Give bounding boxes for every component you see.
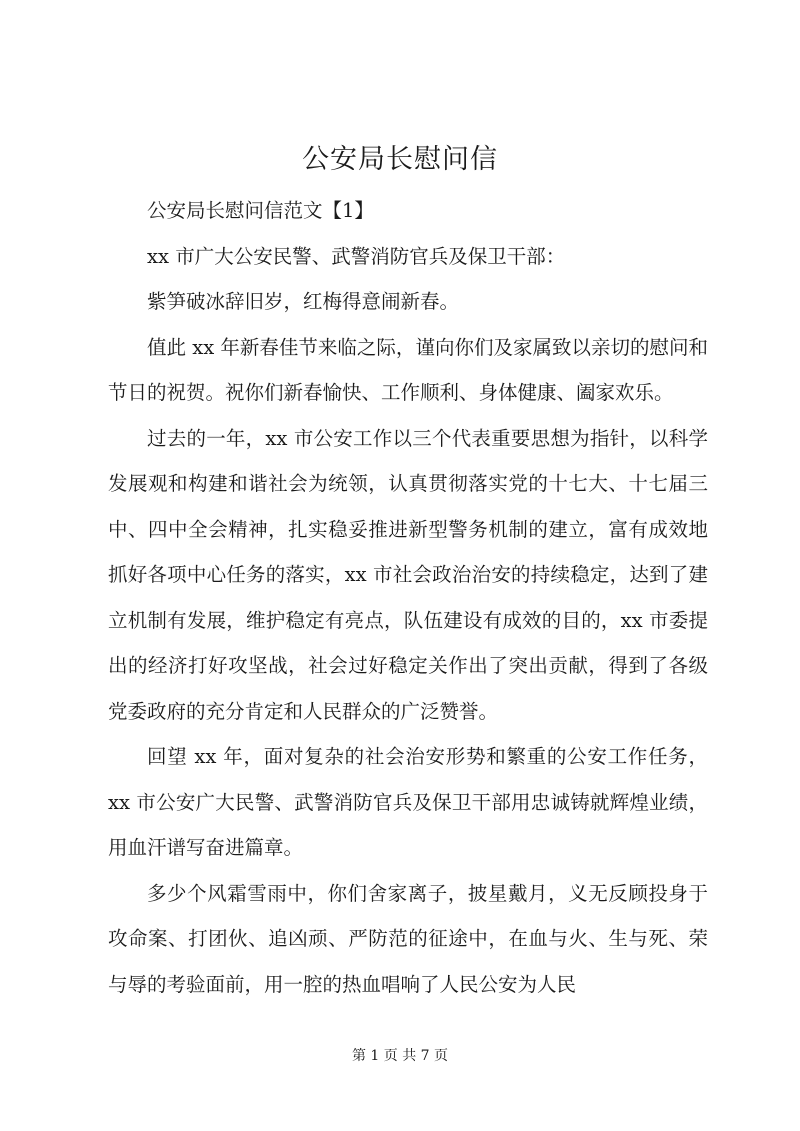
- document-title: 公安局长慰问信: [302, 144, 498, 175]
- paragraph-salutation: xx 市广大公安民警、武警消防官兵及保卫干部：: [147, 244, 566, 268]
- paragraph: 回望 xx 年，面对复杂的社会治安形势和繁重的公安工作任务，xx 市公安广大民警、武警消防官兵及保卫干部用忠诚铸就辉煌业绩，用血汗谱写奋进篇章。: [108, 745, 708, 859]
- paragraph: 过去的一年，xx 市公安工作以三个代表重要思想为指针，以科学发展观和构建和谐社会为统领，认真贯彻落实党的十七大、十七届三中、四中全会精神，扎实稳妥推进新型警务机制的建立，富有成效地抓好各项中心任务的落实，xx 市社会政治治安的持续稳定，达到了建立机制有发展，维护稳定有亮点，队伍建设有成效的目的，xx 市委提出的经济打好攻坚战，社会过好稳定关作出了突出贡献，得到了各级党委政府的充分肯定和人民群众的广泛赞誉。: [108, 426, 708, 723]
- paragraph: 紫笋破冰辞旧岁，红梅得意闹新春。: [147, 290, 460, 313]
- document-body: [108, 188, 708, 1007]
- paragraph: 多少个风霜雪雨中，你们舍家离子，披星戴月，义无反顾投身于攻命案、打团伙、追凶顽、严防范的征途中，在血与火、生与死、荣与辱的考验面前，用一腔的热血唱响了人民公安为人民: [108, 881, 708, 996]
- paragraph: 值此 xx 年新春佳节来临之际，谨向你们及家属致以亲切的慰问和节日的祝贺。祝你们新春愉快、工作顺利、身体健康、阖家欢乐。: [108, 335, 708, 404]
- page-footer: 第 1 页 共 7 页: [351, 1048, 449, 1064]
- paragraph-subtitle: 公安局长慰问信范文【1】: [147, 199, 374, 222]
